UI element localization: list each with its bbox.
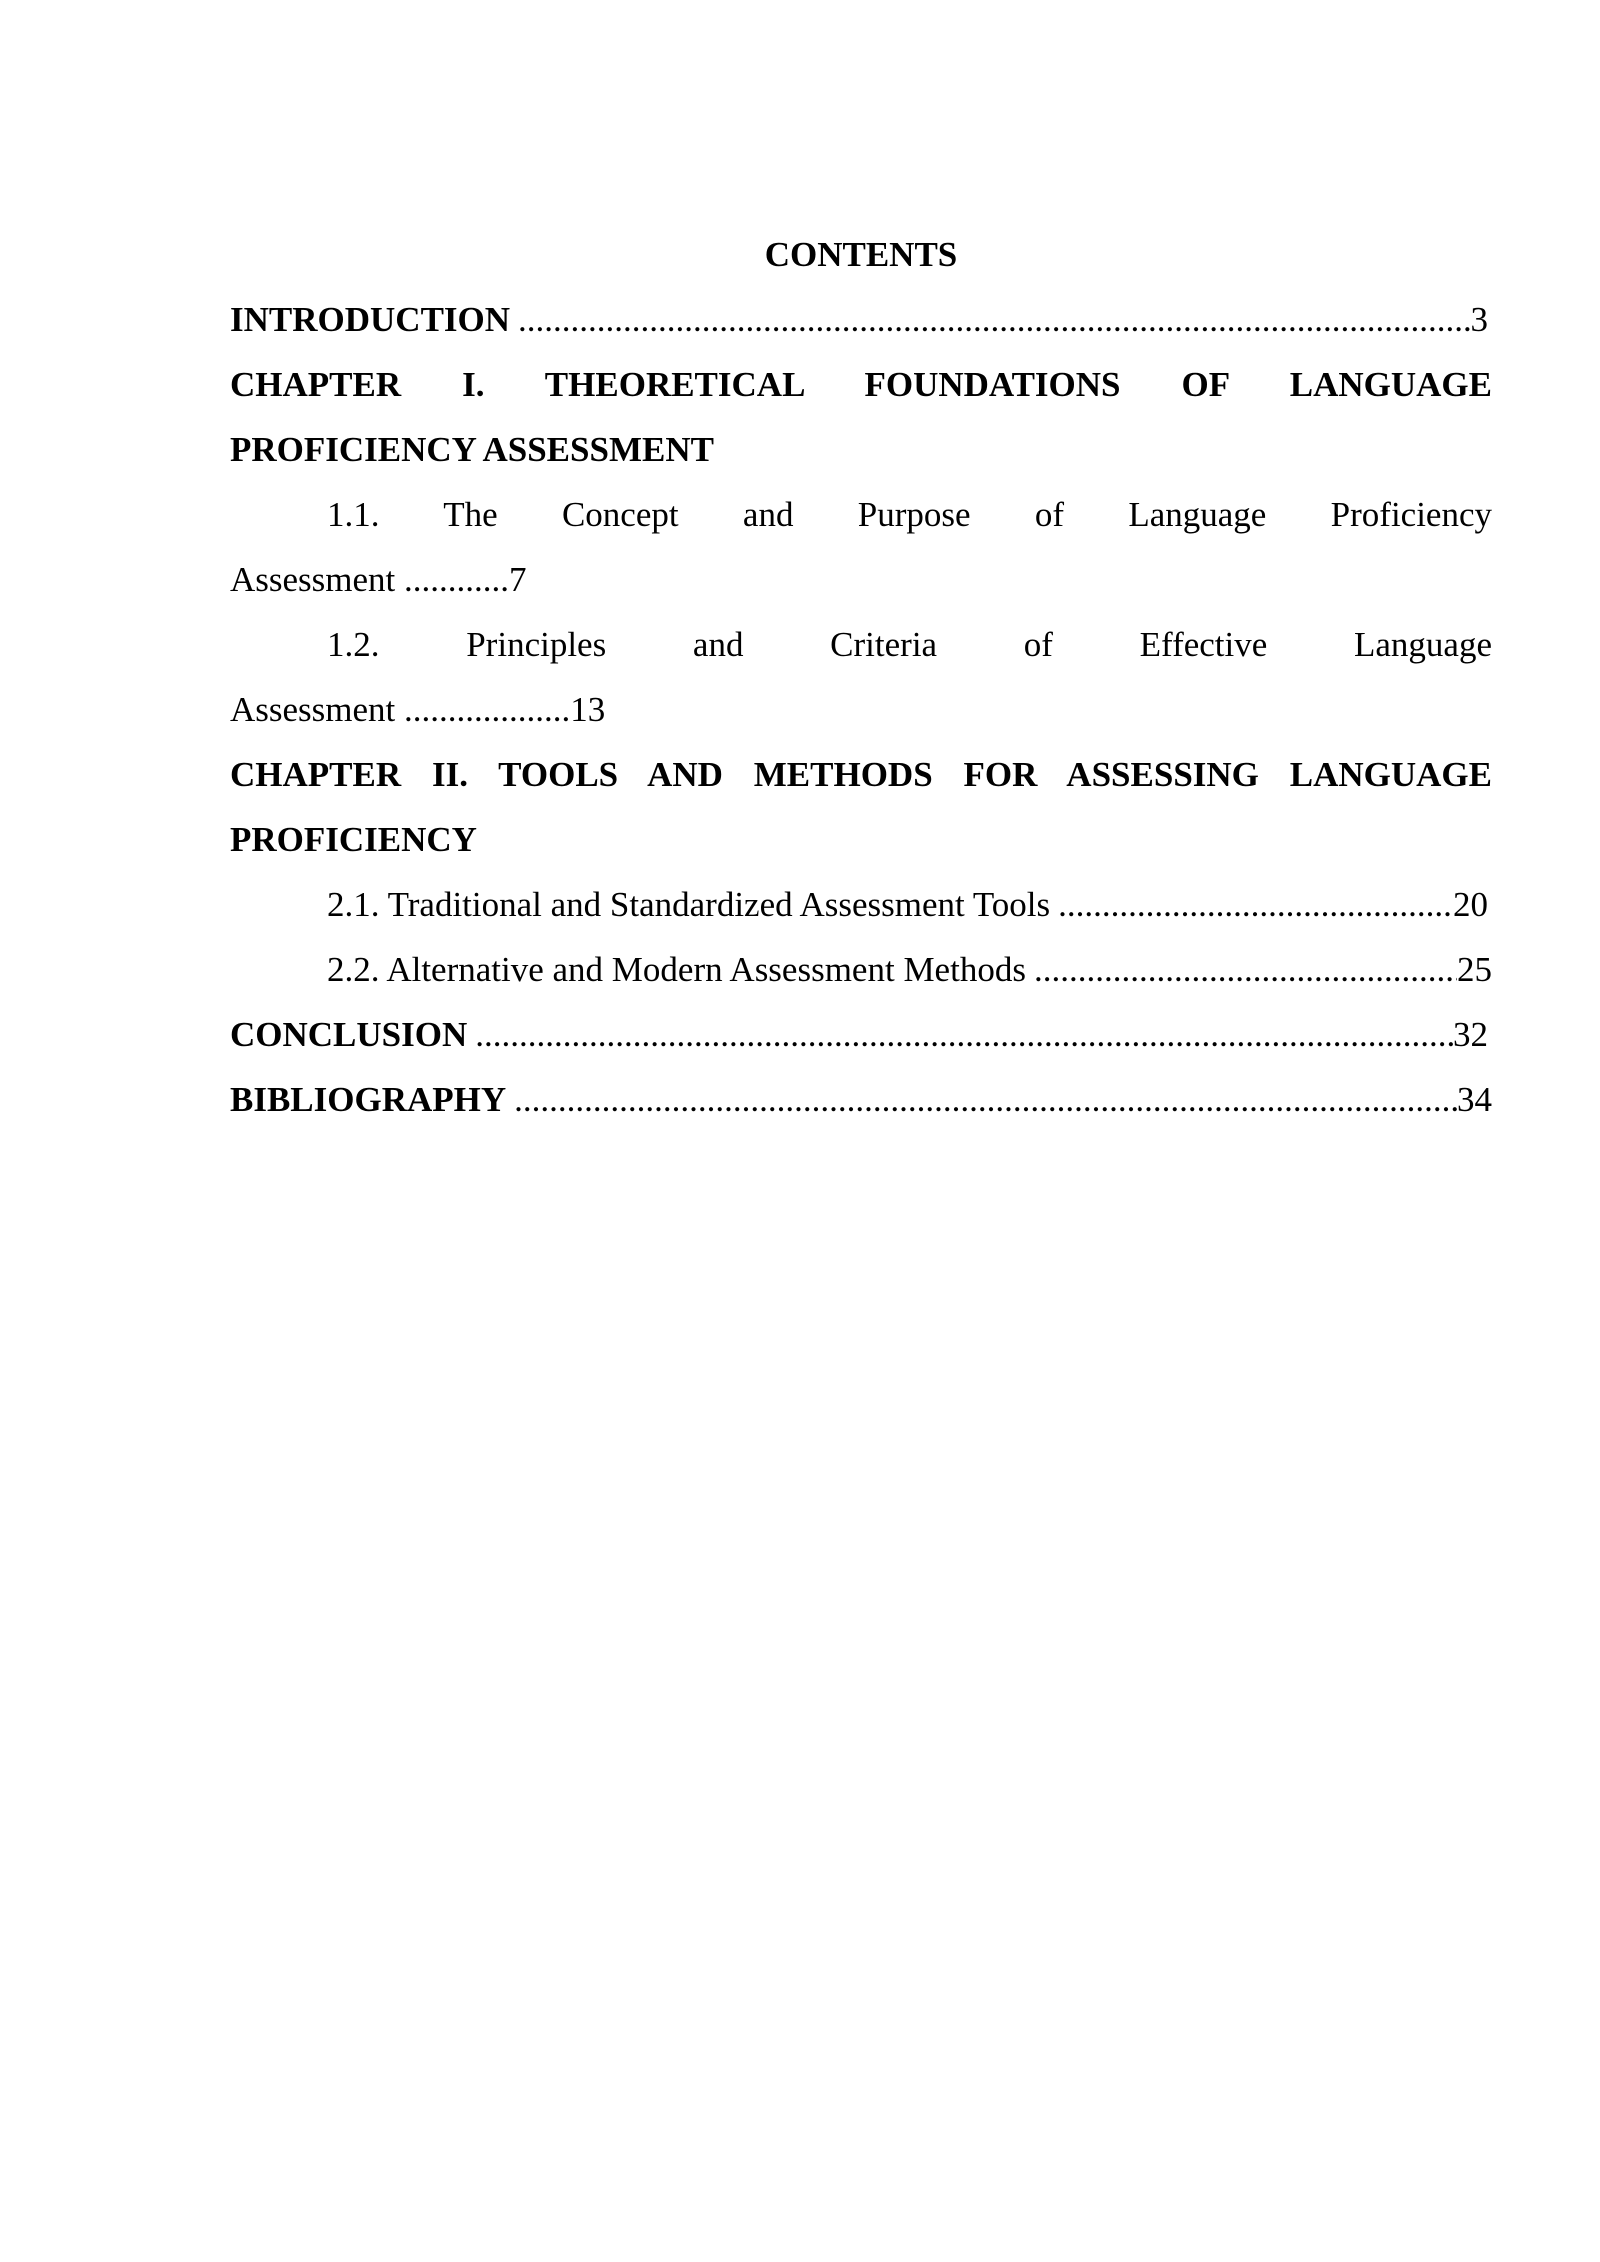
toc-entry-label: BIBLIOGRAPHY [230,1080,507,1119]
chapter-1-title-line-1: CHAPTER I. THEORETICAL FOUNDATIONS OF LANGUAGE [230,365,1492,404]
toc-entry-chapter-2[interactable] [230,742,1492,872]
toc-page-number: 25 [1457,950,1492,989]
dot-leader [514,1067,1457,1132]
toc-page-number: 20 [1453,885,1488,924]
section-1-2-title-line-2 [230,677,1492,742]
toc-entry-conclusion[interactable] [230,1002,1492,1067]
dot-leader [1058,872,1453,937]
toc-entry-section-1-1[interactable] [230,482,1492,612]
toc-entry-label: 2.1. Traditional and Standardized Assessment Tools [327,885,1051,924]
toc-entry-bibliography[interactable] [230,1067,1492,1132]
table-of-contents [230,222,1492,1132]
dot-leader [1034,937,1457,1002]
chapter-2-title-line-2: PROFICIENCY [230,820,477,859]
toc-entry-label: 2.2. Alternative and Modern Assessment Methods [327,950,1026,989]
toc-entry-section-1-2[interactable] [230,612,1492,742]
toc-entry-chapter-1[interactable] [230,352,1492,482]
toc-entry-label: INTRODUCTION [230,300,511,339]
toc-entry-label: CONCLUSION [230,1015,468,1054]
toc-title: CONTENTS [764,235,958,274]
toc-entry-introduction[interactable] [230,287,1492,352]
dot-leader [475,1002,1453,1067]
dot-leader [518,287,1470,352]
toc-page-number: 34 [1457,1080,1492,1119]
section-1-1-title-line-2-label: Assessment [230,560,405,599]
section-1-1-title-line-2 [230,547,1492,612]
dot-leader: ............ [404,560,510,599]
toc-page-number: 3 [1470,300,1488,339]
section-1-1-title-line-1: 1.1. The Concept and Purpose of Language Proficiency [327,495,1492,534]
chapter-1-title-line-2: PROFICIENCY ASSESSMENT [230,430,714,469]
toc-page-number: 13 [570,690,606,729]
toc-page-number: 32 [1453,1015,1488,1054]
toc-entry-section-2-2[interactable] [230,937,1492,1002]
chapter-2-title-line-1: CHAPTER II. TOOLS AND METHODS FOR ASSESSING LANGUAGE [230,755,1492,794]
section-1-2-title-line-1: 1.2. Principles and Criteria of Effective Language [327,625,1492,664]
dot-leader: ................... [404,690,571,729]
section-1-2-title-line-2-label: Assessment [230,690,405,729]
toc-entry-section-2-1[interactable] [230,872,1492,937]
toc-page-number: 7 [509,560,527,599]
